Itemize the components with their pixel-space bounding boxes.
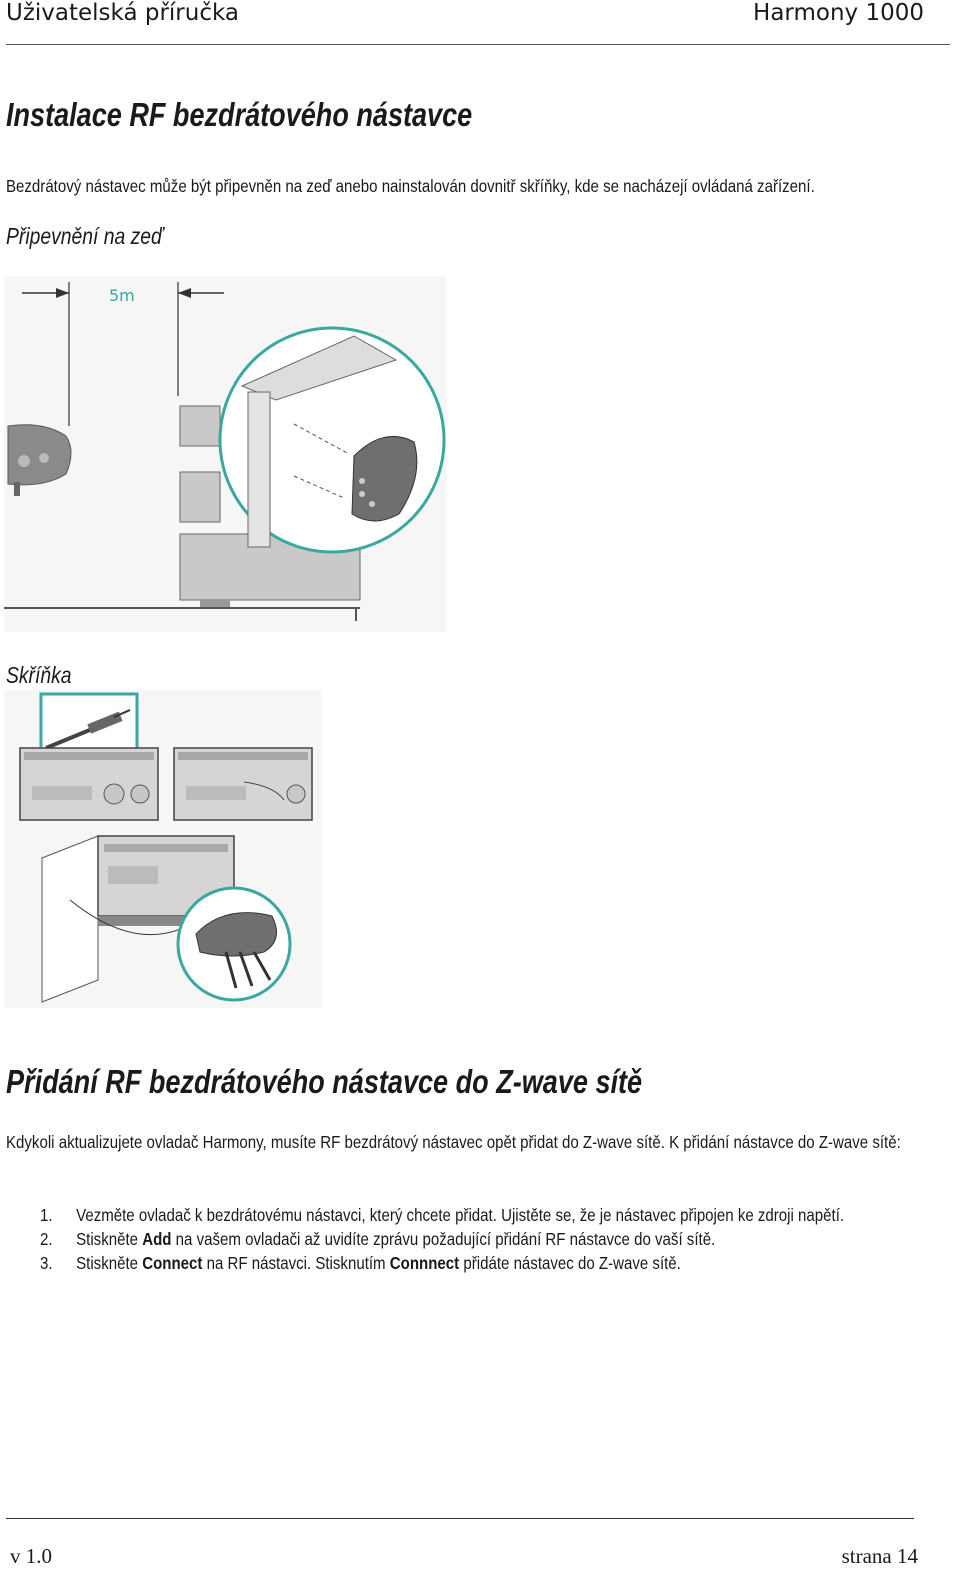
cabinet-door-icon bbox=[42, 836, 98, 1002]
step-3-number: 3. bbox=[40, 1253, 53, 1273]
step-1 bbox=[40, 1203, 943, 1227]
step-1-number: 1. bbox=[40, 1205, 53, 1225]
page-header bbox=[6, 0, 950, 45]
section-title-install: Instalace RF bezdrátového nástavce bbox=[6, 96, 473, 133]
steps-list bbox=[40, 1203, 943, 1275]
step-2-text-post: na vašem ovladači až uvidíte zprávu požadující přidání RF nástavce do vaší sítě. bbox=[171, 1229, 716, 1249]
wall-mount-heading: Připevnění na zeď bbox=[6, 223, 164, 249]
step-3-button-name-2: Connnect bbox=[389, 1253, 460, 1273]
wireless-extender-icon bbox=[8, 425, 71, 485]
step-2-number: 2. bbox=[40, 1229, 53, 1249]
step-3-button-name: Connect bbox=[142, 1253, 203, 1273]
step-3 bbox=[40, 1251, 943, 1275]
header-manual-title: Uživatelská příručka bbox=[6, 0, 239, 26]
step-3-text-pre: Stiskněte bbox=[76, 1253, 143, 1273]
cabinet-heading: Skříňka bbox=[6, 662, 72, 688]
footer-divider bbox=[6, 1518, 914, 1519]
step-3-text-mid: na RF nástavci. Stisknutím bbox=[202, 1253, 390, 1273]
section-title-add-to-network: Přidání RF bezdrátového nástavce do Z-wave sítě bbox=[6, 1063, 643, 1100]
cabinet-illustration bbox=[4, 690, 322, 1008]
install-intro-text: Bezdrátový nástavec může být připevněn na zeď anebo nainstalován dovnitř skříňky, kde se nacházejí ovládaná zařízení. bbox=[6, 176, 815, 196]
distance-label: 5m bbox=[109, 286, 135, 305]
step-2-text-pre: Stiskněte bbox=[76, 1229, 143, 1249]
step-3-text-post: přidáte nástavec do Z-wave sítě. bbox=[459, 1253, 681, 1273]
add-network-intro-text: Kdykoli aktualizujete ovladač Harmony, musíte RF bezdrátový nástavec opět přidat do Z-wave sítě. K přidání nástavce do Z-wave sítě: bbox=[6, 1132, 901, 1152]
footer-version: v 1.0 bbox=[10, 1544, 52, 1568]
step-2-button-name: Add bbox=[142, 1229, 172, 1249]
header-product-name: Harmony 1000 bbox=[753, 0, 924, 26]
footer-page-number: strana 14 bbox=[841, 1544, 918, 1568]
wall-mount-illustration bbox=[4, 276, 446, 632]
step-2 bbox=[40, 1227, 943, 1251]
step-1-text: Vezměte ovladač k bezdrátovému nástavci, který chcete přidat. Ujistěte se, že je nástavec připojen ke zdroji napětí. bbox=[76, 1205, 845, 1225]
